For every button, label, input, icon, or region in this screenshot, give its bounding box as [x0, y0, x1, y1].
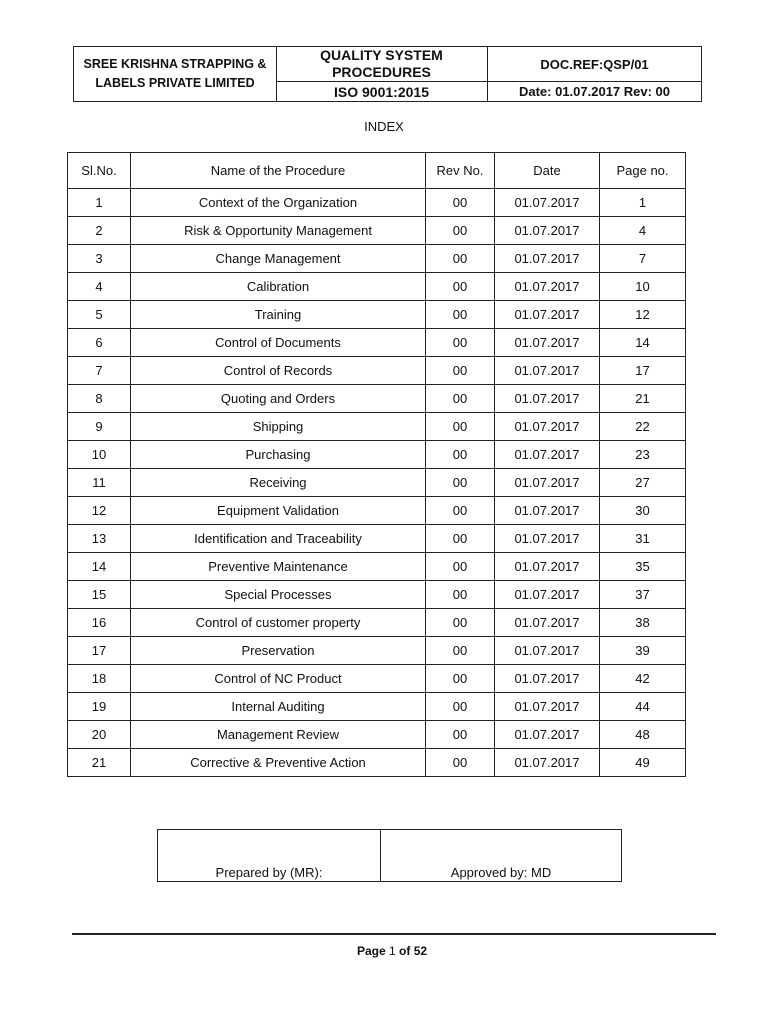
cell-procedure-name: Identification and Traceability	[131, 525, 426, 553]
signature-block	[157, 829, 622, 882]
cell-date: 01.07.2017	[495, 497, 600, 525]
cell-sl-no: 15	[68, 581, 131, 609]
table-row	[68, 301, 686, 329]
cell-sl-no: 8	[68, 385, 131, 413]
cell-page-no: 10	[600, 273, 686, 301]
cell-date: 01.07.2017	[495, 637, 600, 665]
cell-date: 01.07.2017	[495, 553, 600, 581]
cell-page-no: 44	[600, 693, 686, 721]
cell-page-no: 49	[600, 749, 686, 777]
cell-sl-no: 4	[68, 273, 131, 301]
table-row	[68, 693, 686, 721]
cell-page-no: 22	[600, 413, 686, 441]
cell-page-no: 48	[600, 721, 686, 749]
cell-date: 01.07.2017	[495, 245, 600, 273]
cell-date: 01.07.2017	[495, 525, 600, 553]
document-header	[73, 46, 702, 102]
procedure-index-table	[67, 152, 686, 777]
table-row	[68, 469, 686, 497]
cell-sl-no: 17	[68, 637, 131, 665]
cell-page-no: 37	[600, 581, 686, 609]
cell-sl-no: 5	[68, 301, 131, 329]
prepared-by-cell: Prepared by (MR):	[158, 830, 381, 882]
footer-divider	[72, 933, 716, 935]
table-row	[68, 217, 686, 245]
cell-date: 01.07.2017	[495, 413, 600, 441]
cell-rev-no: 00	[426, 413, 495, 441]
cell-sl-no: 7	[68, 357, 131, 385]
cell-date: 01.07.2017	[495, 301, 600, 329]
cell-date: 01.07.2017	[495, 721, 600, 749]
table-row	[68, 721, 686, 749]
cell-page-no: 42	[600, 665, 686, 693]
cell-procedure-name: Shipping	[131, 413, 426, 441]
cell-date: 01.07.2017	[495, 665, 600, 693]
table-row	[68, 637, 686, 665]
table-body	[68, 189, 686, 777]
cell-date: 01.07.2017	[495, 469, 600, 497]
table-row	[68, 329, 686, 357]
column-header-procedure-name: Name of the Procedure	[131, 153, 426, 189]
cell-sl-no: 6	[68, 329, 131, 357]
cell-rev-no: 00	[426, 637, 495, 665]
cell-rev-no: 00	[426, 301, 495, 329]
cell-page-no: 4	[600, 217, 686, 245]
column-header-page-no: Page no.	[600, 153, 686, 189]
cell-date: 01.07.2017	[495, 357, 600, 385]
table-row	[68, 609, 686, 637]
cell-sl-no: 12	[68, 497, 131, 525]
cell-rev-no: 00	[426, 553, 495, 581]
cell-date: 01.07.2017	[495, 189, 600, 217]
table-row	[68, 245, 686, 273]
cell-sl-no: 13	[68, 525, 131, 553]
cell-date: 01.07.2017	[495, 273, 600, 301]
cell-procedure-name: Purchasing	[131, 441, 426, 469]
index-title: INDEX	[364, 119, 404, 134]
cell-procedure-name: Internal Auditing	[131, 693, 426, 721]
table-row	[68, 189, 686, 217]
cell-procedure-name: Calibration	[131, 273, 426, 301]
cell-date: 01.07.2017	[495, 749, 600, 777]
page-footer	[0, 944, 768, 958]
cell-rev-no: 00	[426, 217, 495, 245]
cell-sl-no: 3	[68, 245, 131, 273]
cell-sl-no: 1	[68, 189, 131, 217]
cell-rev-no: 00	[426, 357, 495, 385]
cell-procedure-name: Control of Records	[131, 357, 426, 385]
cell-rev-no: 00	[426, 525, 495, 553]
cell-sl-no: 11	[68, 469, 131, 497]
page-label: Page	[356, 944, 386, 958]
column-header-date: Date	[495, 153, 600, 189]
cell-rev-no: 00	[426, 441, 495, 469]
date-rev-cell: Date: 01.07.2017 Rev: 00	[518, 84, 671, 99]
of-label: of	[399, 944, 411, 958]
cell-procedure-name: Corrective & Preventive Action	[131, 749, 426, 777]
cell-date: 01.07.2017	[495, 609, 600, 637]
table-row	[68, 553, 686, 581]
cell-date: 01.07.2017	[495, 329, 600, 357]
cell-procedure-name: Receiving	[131, 469, 426, 497]
cell-rev-no: 00	[426, 497, 495, 525]
table-row	[68, 525, 686, 553]
cell-page-no: 39	[600, 637, 686, 665]
cell-rev-no: 00	[426, 609, 495, 637]
cell-procedure-name: Management Review	[131, 721, 426, 749]
document-title-line2: PROCEDURES	[332, 64, 431, 80]
cell-rev-no: 00	[426, 189, 495, 217]
cell-date: 01.07.2017	[495, 693, 600, 721]
cell-date: 01.07.2017	[495, 441, 600, 469]
cell-rev-no: 00	[426, 693, 495, 721]
table-row	[68, 497, 686, 525]
company-name-line1: SREE KRISHNA STRAPPING &	[83, 57, 267, 71]
table-row	[68, 665, 686, 693]
company-name-cell	[74, 47, 277, 101]
cell-procedure-name: Risk & Opportunity Management	[131, 217, 426, 245]
cell-date: 01.07.2017	[495, 581, 600, 609]
page-total: 52	[413, 944, 428, 958]
cell-sl-no: 19	[68, 693, 131, 721]
cell-sl-no: 14	[68, 553, 131, 581]
cell-rev-no: 00	[426, 245, 495, 273]
cell-rev-no: 00	[426, 385, 495, 413]
cell-procedure-name: Training	[131, 301, 426, 329]
cell-rev-no: 00	[426, 749, 495, 777]
column-header-rev-no: Rev No.	[426, 153, 495, 189]
standard-cell: ISO 9001:2015	[276, 82, 488, 101]
cell-procedure-name: Control of NC Product	[131, 665, 426, 693]
table-header-row	[68, 153, 686, 189]
cell-page-no: 38	[600, 609, 686, 637]
approved-by-cell: Approved by: MD	[381, 830, 622, 882]
cell-procedure-name: Control of Documents	[131, 329, 426, 357]
cell-rev-no: 00	[426, 469, 495, 497]
cell-page-no: 1	[600, 189, 686, 217]
cell-date: 01.07.2017	[495, 217, 600, 245]
cell-rev-no: 00	[426, 665, 495, 693]
cell-procedure-name: Change Management	[131, 245, 426, 273]
cell-page-no: 17	[600, 357, 686, 385]
cell-page-no: 30	[600, 497, 686, 525]
cell-page-no: 31	[600, 525, 686, 553]
cell-procedure-name: Preservation	[131, 637, 426, 665]
cell-procedure-name: Quoting and Orders	[131, 385, 426, 413]
cell-page-no: 12	[600, 301, 686, 329]
cell-page-no: 27	[600, 469, 686, 497]
document-title-line1: QUALITY SYSTEM	[320, 47, 443, 63]
cell-page-no: 35	[600, 553, 686, 581]
cell-sl-no: 2	[68, 217, 131, 245]
cell-rev-no: 00	[426, 329, 495, 357]
cell-rev-no: 00	[426, 273, 495, 301]
company-name-line2: LABELS PRIVATE LIMITED	[95, 76, 255, 90]
table-row	[68, 357, 686, 385]
column-header-sl-no: Sl.No.	[68, 153, 131, 189]
doc-ref-cell: DOC.REF:QSP/01	[488, 47, 701, 82]
cell-procedure-name: Preventive Maintenance	[131, 553, 426, 581]
cell-sl-no: 10	[68, 441, 131, 469]
cell-procedure-name: Context of the Organization	[131, 189, 426, 217]
cell-page-no: 7	[600, 245, 686, 273]
document-title-cell	[276, 47, 488, 82]
cell-procedure-name: Special Processes	[131, 581, 426, 609]
cell-sl-no: 9	[68, 413, 131, 441]
cell-date: 01.07.2017	[495, 385, 600, 413]
cell-rev-no: 00	[426, 581, 495, 609]
table-row	[68, 273, 686, 301]
cell-sl-no: 18	[68, 665, 131, 693]
cell-sl-no: 21	[68, 749, 131, 777]
page-number: 1	[388, 944, 396, 958]
table-row	[68, 749, 686, 777]
table-row	[68, 385, 686, 413]
cell-rev-no: 00	[426, 721, 495, 749]
signature-row	[158, 830, 622, 882]
table-row	[68, 441, 686, 469]
table-row	[68, 413, 686, 441]
cell-procedure-name: Control of customer property	[131, 609, 426, 637]
cell-page-no: 14	[600, 329, 686, 357]
cell-procedure-name: Equipment Validation	[131, 497, 426, 525]
cell-page-no: 23	[600, 441, 686, 469]
cell-sl-no: 20	[68, 721, 131, 749]
cell-page-no: 21	[600, 385, 686, 413]
table-row	[68, 581, 686, 609]
cell-sl-no: 16	[68, 609, 131, 637]
